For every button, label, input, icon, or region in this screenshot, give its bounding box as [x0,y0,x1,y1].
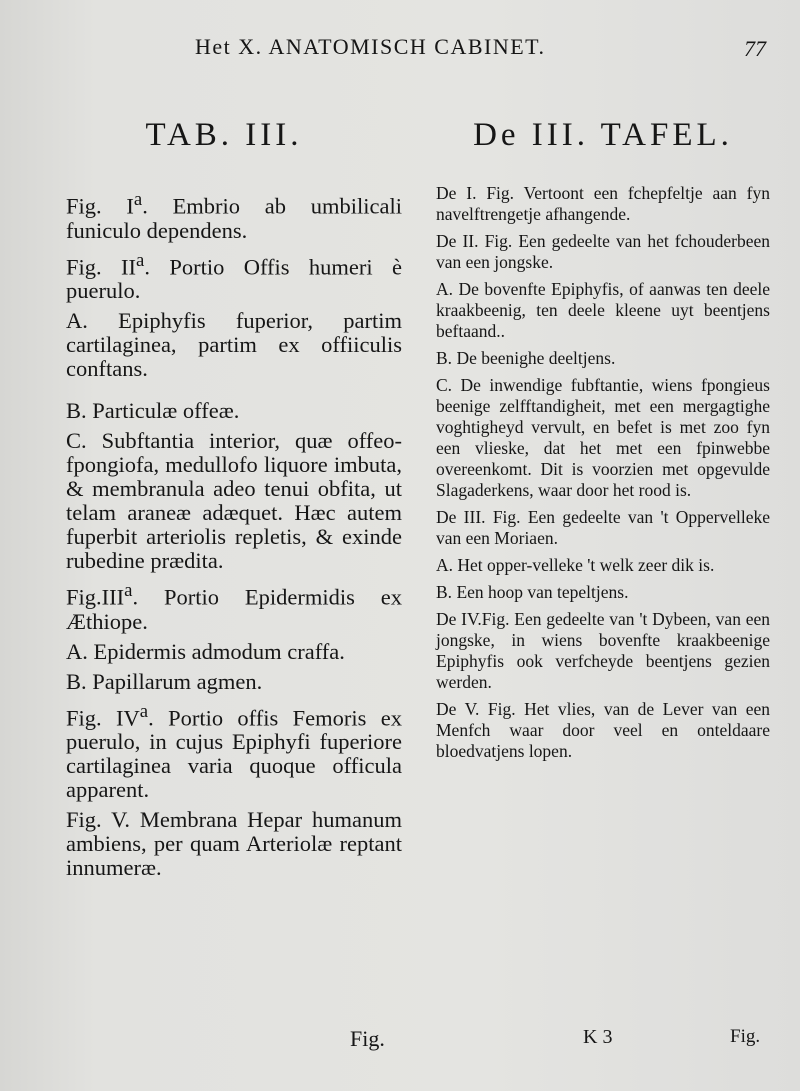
entry-label: De IV.Fig. [436,609,510,629]
dutch-entry [436,609,770,693]
entry-superscript: a [124,580,133,601]
dutch-entry [436,699,770,762]
latin-column-title: TAB. III. [145,117,303,153]
entry-label: C. [66,428,87,453]
latin-entry [66,399,402,423]
entry-text: . Portio offis Femoris ex puerulo, in cujus Epiphyfi fuperiore cartilaginea varia quoque officula apparent. [66,705,402,802]
entry-text: De inwendige fubftantie, wiens fpongieus beenige zelfftandigheit, met een mergagtighe voghtigheyd vervult, en befet is met zoo fyn een vlieske, dat het met een fpinwebbe overeenkomt. Dit is voorzien met opgevulde Slagaderkens, waar door het rood is. [436,375,770,500]
entry-label: Fig. II [66,254,136,279]
latin-entry [66,309,402,381]
latin-entry [66,188,402,243]
entry-text: Epidermis admodum craffa. [87,638,345,664]
running-head: Het X. ANATOMISCH CABINET. [195,34,546,59]
latin-entry [66,808,402,880]
catchword-left: Fig. [350,1026,385,1051]
entry-label: B. [66,668,87,694]
entry-label: Fig. V. [66,807,131,832]
entry-text: Een gedeelte van het fchouderbeen van een jongske. [436,231,771,272]
dutch-entry [436,582,770,603]
entry-label: C. [436,375,453,395]
entry-text: Subftantia interior, quæ offeo-fpongiofa, medullofo liquore imbuta, & membranula adeo tenui obfita, ut telam araneæ adæquet. Hæc autem fuperbit arteriolis repletis, & exinde rubedine prædita. [66,428,402,573]
page-header [0,34,800,64]
entry-text: Het vlies, van de Lever van een Menfch waar door veel en onteldaare bloedvatjens lopen. [436,699,770,761]
entry-text: Een gedeelte van 't Dybeen, van een jongske, in wiens bovenfte kraakbeenige Epiphyfis ook verfcheyde beentjens gezien werden. [436,609,770,692]
entry-text: . Portio Offis humeri è puerulo. [66,254,403,303]
entry-label: De III. Fig. [436,507,521,527]
latin-entry [66,640,402,664]
catchword-right: Fig. [730,1026,761,1047]
entry-text: Papillarum agmen. [86,668,263,694]
latin-entry [66,249,402,304]
dutch-entry [436,183,770,225]
entry-text: . Embrio ab umbilicali funiculo dependens. [66,193,402,243]
entry-text: Het opper-velleke 't welk zeer dik is. [453,555,715,575]
dutch-entry [436,231,770,273]
entry-label: Fig. IV [66,705,140,730]
entry-label: A. [436,555,454,575]
entry-label: De I. Fig. [436,183,515,203]
dutch-entries [436,183,770,762]
latin-entry [66,700,402,803]
entry-text: Membrana Hepar humanum ambiens, per quam Arteriolæ reptant innumeræ. [66,807,402,880]
dutch-entry [436,375,770,501]
dutch-entry [436,507,770,549]
entry-label: B. [436,582,453,602]
entry-label: De V. Fig. [436,699,516,719]
dutch-entry [436,348,770,369]
entry-label: A. [436,279,454,299]
page-footer [0,1022,800,1052]
entry-superscript: a [133,189,143,210]
latin-entry [66,579,402,634]
entry-text: Vertoont een fchepfeltje aan fyn navelftrengetje afhangende. [436,183,770,224]
dutch-entry [436,555,770,576]
entry-label: A. [66,638,88,664]
entry-text: Een gedeelte van 't Oppervelleke van een Moriaen. [436,507,770,548]
page-number: 77 [744,36,766,61]
latin-entries [66,188,402,880]
entry-superscript: a [139,700,149,722]
latin-entry [66,429,402,573]
entry-label: De II. Fig. [436,231,513,251]
entry-label: B. [436,348,453,368]
entry-label: Fig.III [66,584,125,610]
signature-mark: K 3 [583,1026,613,1048]
entry-superscript: a [136,249,145,271]
dutch-column [436,110,770,768]
entry-text: De bovenfte Epiphyfis, of aanwas ten deele kraakbeenig, ten deele kleene uyt beentjens beftaand.. [436,279,770,341]
entry-label: B. [66,398,87,423]
latin-entry [66,670,402,694]
entry-label: A. [66,308,88,333]
dutch-entry [436,279,770,342]
latin-column [66,110,402,886]
entry-text: De beenighe deeltjens. [452,348,616,368]
entry-label: Fig. I [66,193,134,219]
entry-text: Particulæ offeæ. [86,398,240,423]
entry-text: Epiphyfis fuperior, partim cartilaginea, partim ex offiiculis conftans. [66,308,402,381]
entry-text: . Portio Epidermidis ex Æthiope. [66,584,402,634]
entry-text: Een hoop van tepeltjens. [452,582,629,602]
dutch-column-title: De III. TAFEL. [473,117,733,153]
